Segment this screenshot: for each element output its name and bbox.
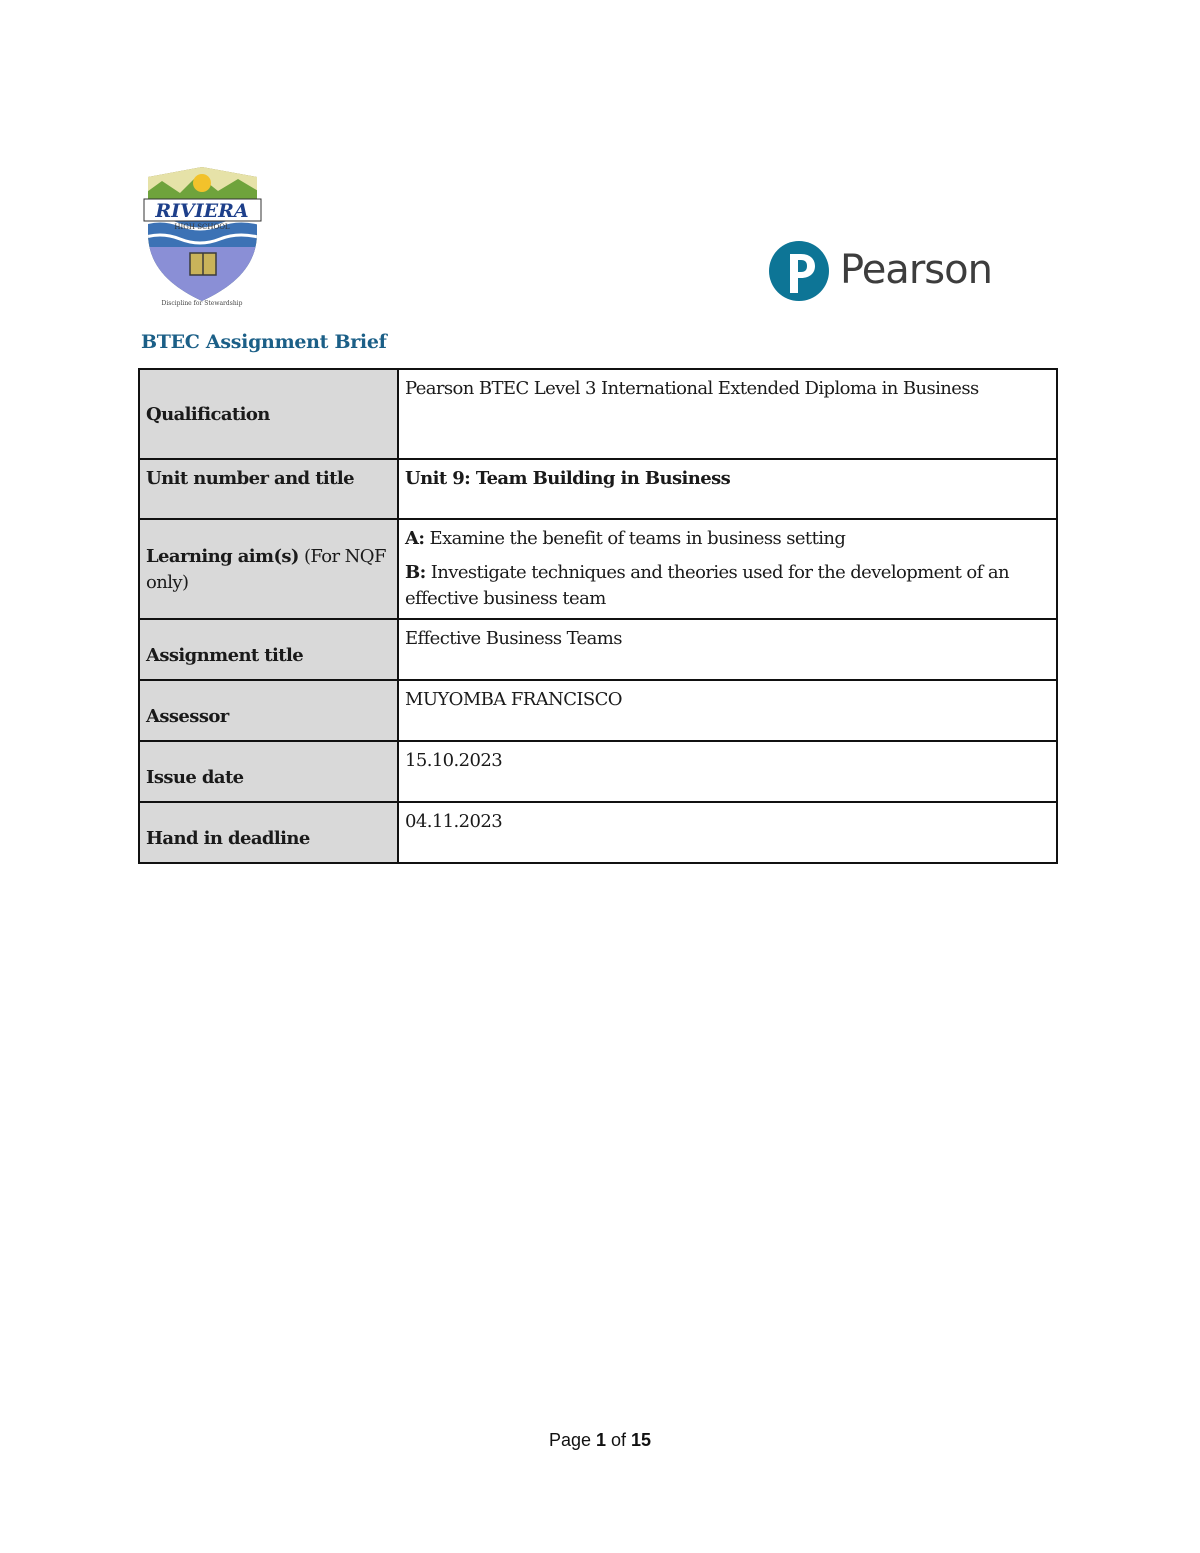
table-row-assessor <box>139 680 1057 741</box>
table-row-unit <box>139 459 1057 519</box>
page-total: 15 <box>631 1430 652 1450</box>
unit-label <box>139 459 398 519</box>
assignment-title-label: Assignment title <box>139 619 398 680</box>
assessor-label: Assessor <box>139 680 398 741</box>
learning-aims-label-note: (For NQF only) <box>146 546 386 593</box>
pearson-wordmark: Pearson <box>840 247 992 293</box>
table-row-assignment-title <box>139 619 1057 680</box>
page-title: BTEC Assignment Brief <box>141 331 387 353</box>
deadline-label: Hand in deadline <box>139 802 398 863</box>
school-crest-logo <box>140 163 265 308</box>
aim-a <box>405 526 1050 552</box>
learning-aims-label <box>139 519 398 619</box>
issue-date-label: Issue date <box>139 741 398 802</box>
page-prefix: Page <box>548 1430 596 1450</box>
issue-date-value: 15.10.2023 <box>398 741 1057 802</box>
school-logo-motto: Discipline for Stewardship <box>161 300 243 307</box>
learning-aims-value <box>398 519 1057 619</box>
table-row-deadline <box>139 802 1057 863</box>
assignment-brief-table <box>138 368 1058 864</box>
deadline-value: 04.11.2023 <box>398 802 1057 863</box>
table-row-qualification <box>139 369 1057 459</box>
aim-b-key: B: <box>405 562 426 583</box>
pearson-logo <box>768 236 993 306</box>
page-current: 1 <box>595 1430 606 1450</box>
school-logo-sub: HIGH SCHOOL <box>174 223 230 231</box>
page-number <box>0 1430 1200 1451</box>
unit-label-text: Unit number and title <box>146 468 354 489</box>
aim-a-text: Examine the benefit of teams in business setting <box>424 528 846 549</box>
aim-b <box>405 560 1050 612</box>
assignment-title-value: Effective Business Teams <box>398 619 1057 680</box>
table-row-issue-date <box>139 741 1057 802</box>
learning-aims-label-bold: Learning aim(s) <box>146 546 299 567</box>
qualification-label: Qualification <box>139 369 398 459</box>
qualification-value: Pearson BTEC Level 3 International Extended Diploma in Business <box>398 369 1057 459</box>
table-row-learning-aims <box>139 519 1057 619</box>
school-logo-name: RIVIERA <box>155 200 249 222</box>
assessor-value: MUYOMBA FRANCISCO <box>398 680 1057 741</box>
page-middle: of <box>606 1430 632 1450</box>
aim-a-key: A: <box>405 528 425 549</box>
pearson-p-mark-icon <box>768 236 830 306</box>
unit-value <box>398 459 1057 519</box>
aim-b-text: Investigate techniques and theories used for the development of an effective business team <box>405 562 1009 609</box>
shield-icon <box>140 163 265 308</box>
unit-value-text: Unit 9: Team Building in Business <box>405 468 731 489</box>
